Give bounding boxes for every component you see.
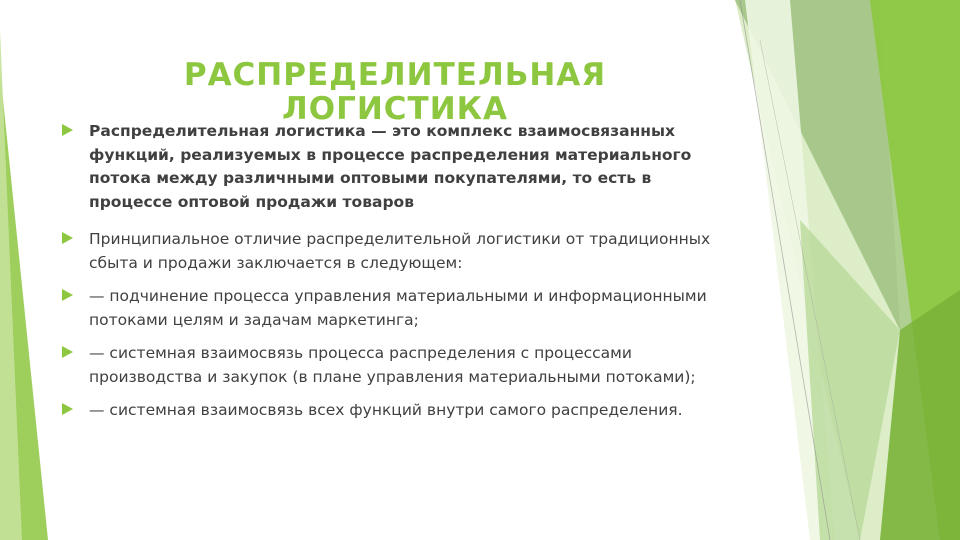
bullet-text: Распределительная логистика — это комплекс взаимосвязанных функций, реализуемых в процессе распределения материального потока между различными оптовыми покупателями, то есть в процессе оптовой продажи товаров [89, 122, 692, 211]
bullet-list [62, 120, 722, 433]
slide-title: РАСПРЕДЕЛИТЕЛЬНАЯ ЛОГИСТИКА [183, 57, 607, 127]
triangle-bullet-icon [62, 124, 73, 136]
bullet-text: — системная взаимосвязь процесса распределения с процессами производства и закупок (в плане управления материальными потоками); [89, 344, 696, 386]
triangle-bullet-icon [62, 346, 73, 358]
list-item [62, 120, 722, 214]
bullet-text: — подчинение процесса управления материальными и информационными потоками целям и задачам маркетинга; [89, 287, 707, 329]
list-item [62, 285, 722, 332]
bullet-text: Принципиальное отличие распределительной логистики от традиционных сбыта и продажи заключается в следующем: [89, 230, 711, 272]
list-item [62, 228, 722, 275]
list-item [62, 342, 722, 389]
triangle-bullet-icon [62, 289, 73, 301]
triangle-bullet-icon [62, 403, 73, 415]
bullet-text: — системная взаимосвязь всех функций внутри самого распределения. [89, 401, 683, 419]
triangle-bullet-icon [62, 232, 73, 244]
list-item [62, 399, 722, 423]
